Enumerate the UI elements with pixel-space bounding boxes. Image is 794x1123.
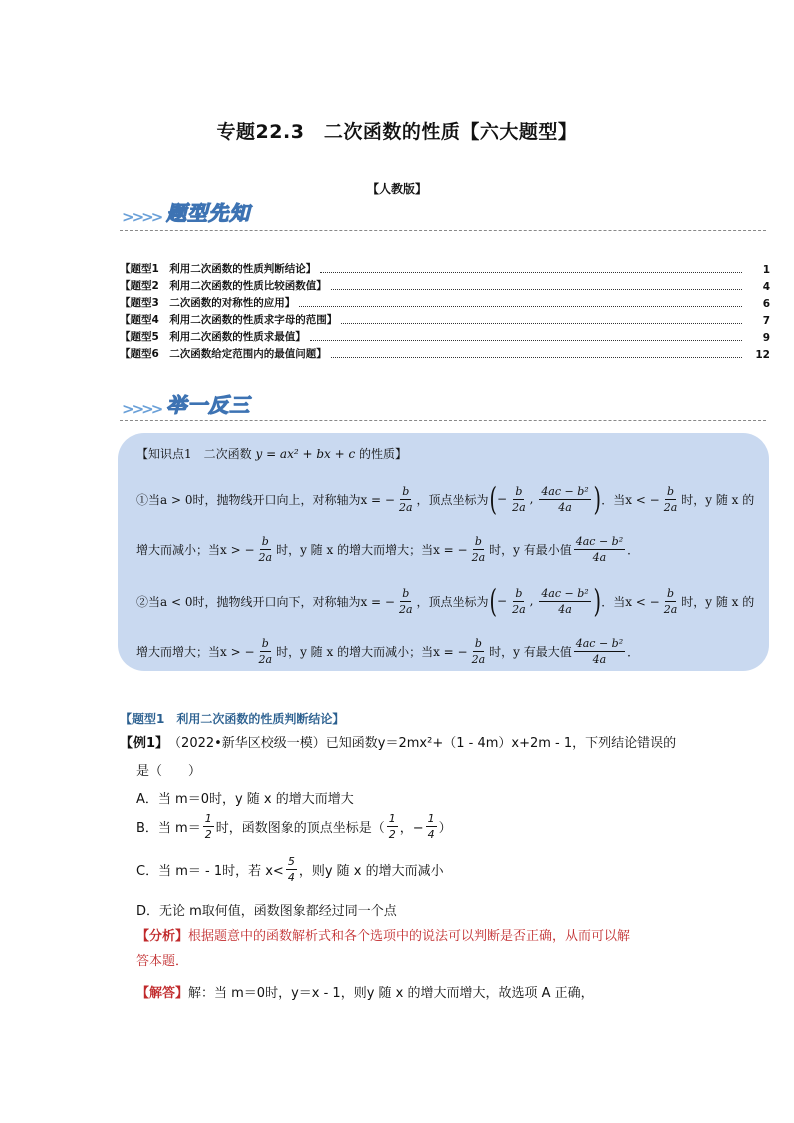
toc-item[interactable]: 【题型6 二次函数给定范围内的最值问题】 12 bbox=[120, 348, 770, 361]
triple-arrow-icon: >>>> bbox=[122, 208, 161, 226]
toc-item[interactable]: 【题型2 利用二次函数的性质比较函数值】 4 bbox=[120, 280, 770, 293]
analysis-line2: 答本题． bbox=[136, 954, 189, 969]
page-title: 专题22.3 二次函数的性质【六大题型】 bbox=[216, 121, 578, 143]
table-of-contents bbox=[120, 259, 770, 361]
option-b: B．当 m＝ $\frac{1}{2}$ 时，函数图象的顶点坐标是（ $\frac{1}{2}$ ，− $\frac{1}{4}$ ） bbox=[136, 812, 452, 841]
toc-item[interactable]: 【题型3 二次函数的对称性的应用】 6 bbox=[120, 297, 770, 310]
case2-line2: 增大而增大；当x > − $\frac{b}{2a}$ 时，y 随 x 的增大而减小；当x = − $\frac{b}{2a}$ 时，y 有最大值 $\frac{\text{4ac − b²}}{4a}$ ． bbox=[136, 637, 640, 666]
edition-label: 【人教版】 bbox=[366, 182, 427, 196]
example-line2: 是（ ） bbox=[136, 764, 202, 779]
solution-line: 【解答】 解：当 m＝0时，y＝x - 1，则y 随 x 的增大而增大，故选项 A 正确， bbox=[136, 986, 594, 1001]
analysis-line: 【分析】 根据题意中的函数解析式和各个选项中的说法可以判断是否正确，从而可以解 bbox=[136, 929, 631, 944]
knowledge-heading: 【知识点1 二次函数 y = ax² + bx + c 的性质】 bbox=[136, 446, 408, 461]
divider bbox=[120, 420, 766, 421]
banner-question-types bbox=[122, 200, 250, 226]
banner-examples bbox=[122, 392, 250, 418]
toc-item[interactable]: 【题型5 利用二次函数的性质求最值】 9 bbox=[120, 331, 770, 344]
option-d: D．无论 m取何值，函数图象都经过同一个点 bbox=[136, 904, 397, 919]
option-c: C．当 m＝ - 1时，若 x< $\frac{5}{4}$ ，则y 随 x 的增大而减小 bbox=[136, 855, 444, 884]
divider bbox=[120, 230, 766, 231]
knowledge-box bbox=[118, 433, 769, 671]
triple-arrow-icon: >>>> bbox=[122, 400, 161, 418]
toc-item[interactable]: 【题型1 利用二次函数的性质判断结论】 1 bbox=[120, 263, 770, 276]
banner-label: 题型先知 bbox=[166, 201, 251, 225]
section-heading: 【题型1 利用二次函数的性质判断结论】 bbox=[120, 712, 345, 726]
case1-line2: 增大而减小；当x > − $\frac{b}{2a}$ 时，y 随 x 的增大而增大；当x = − $\frac{b}{2a}$ 时，y 有最小值 $\frac{\text{4ac − b²}}{4a}$ ． bbox=[136, 535, 640, 564]
case1-line1: ①当a > 0时，抛物线开口向上，对称轴为x = − $\frac{b}{2a}$ ，顶点坐标为 ( − $\frac{b}{2a}$ , $\frac{\text{4ac − b²}}{4a}$ ) ．当x < − $\frac{b}{2a}$ 时，y 随 x 的 bbox=[136, 480, 755, 518]
example-line: 【例1】 （2022•新华区校级一模）已知函数y＝2mx²+（1 - 4m）x+2m - 1，下列结论错误的 bbox=[120, 736, 677, 751]
option-a: A．当 m＝0时，y 随 x 的增大而增大 bbox=[136, 792, 354, 807]
banner-label: 举一反三 bbox=[166, 393, 251, 417]
toc-item[interactable]: 【题型4 利用二次函数的性质求字母的范围】 7 bbox=[120, 314, 770, 327]
case2-line1: ②当a < 0时，抛物线开口向下，对称轴为x = − $\frac{b}{2a}$ ，顶点坐标为 ( − $\frac{b}{2a}$ , $\frac{\text{4ac − b²}}{4a}$ ) ．当x < − $\frac{b}{2a}$ 时，y 随 x 的 bbox=[136, 582, 755, 620]
